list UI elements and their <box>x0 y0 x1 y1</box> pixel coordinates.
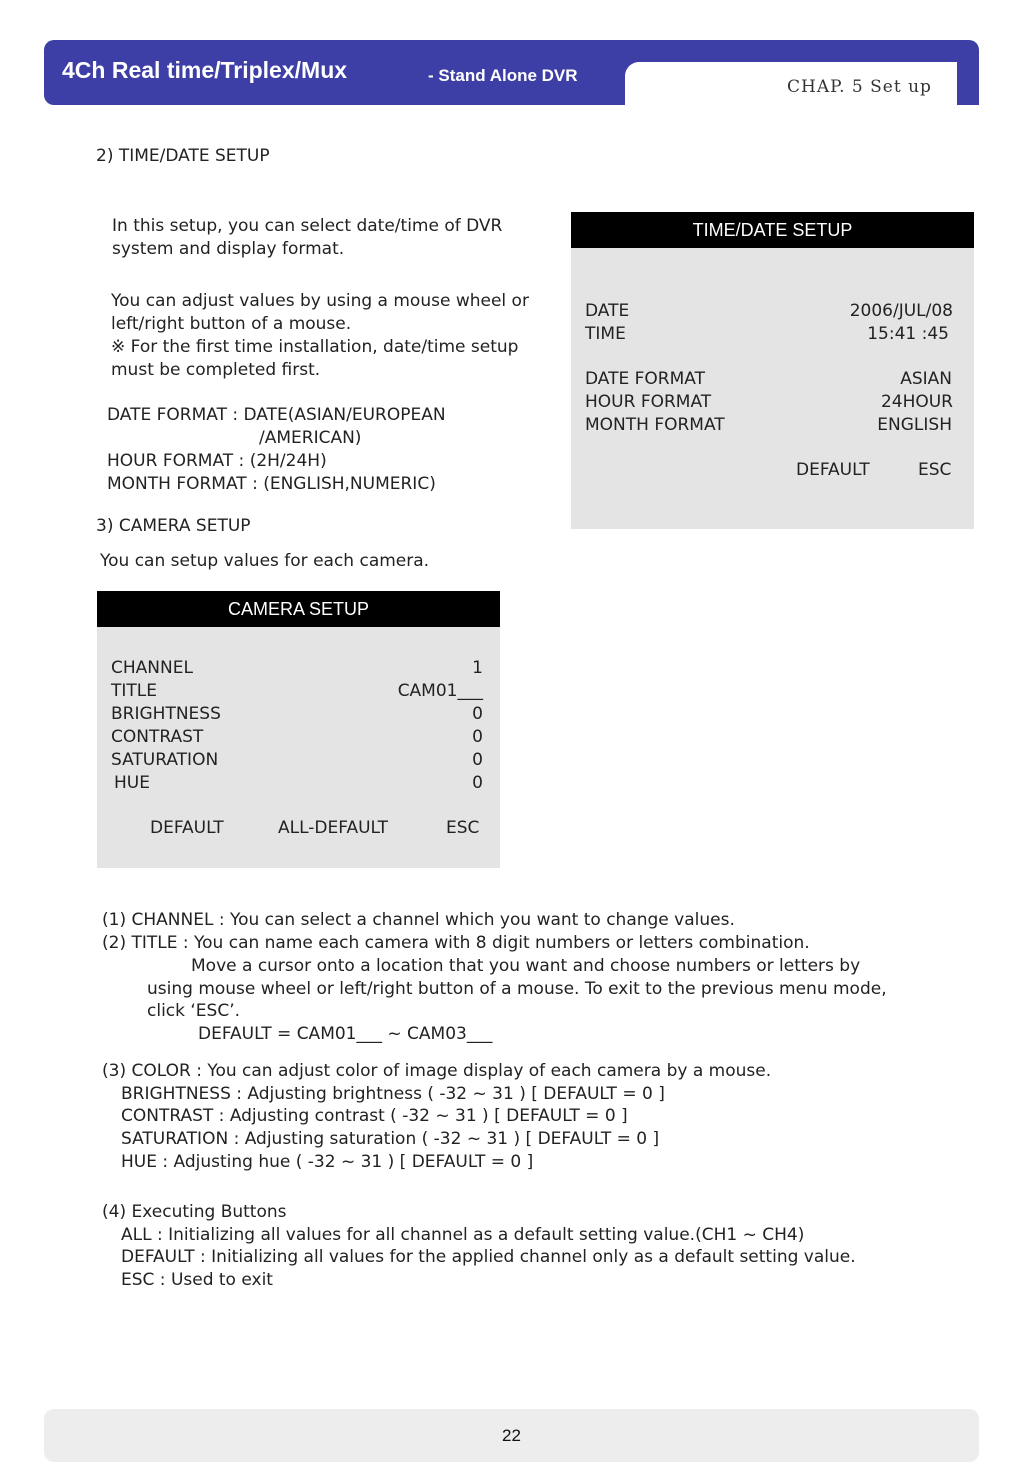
paragraph-line: ※ For the first time installation, date/time setup <box>111 337 519 357</box>
note-channel: (1) CHANNEL : You can select a channel which you want to change values. <box>102 910 735 930</box>
esc-button[interactable]: ESC <box>446 818 480 838</box>
section-intro-line: system and display format. <box>112 239 345 259</box>
page-number: 22 <box>502 1426 521 1445</box>
chapter-label: CHAP. 5 Set up <box>787 77 932 97</box>
brightness-label: BRIGHTNESS <box>111 704 221 724</box>
hue-label: HUE <box>114 773 150 793</box>
brightness-value[interactable]: 0 <box>472 704 483 724</box>
document-subtitle: - Stand Alone DVR <box>428 66 578 85</box>
note-color-item: CONTRAST : Adjusting contrast ( -32 ~ 31 ) [ DEFAULT = 0 ] <box>121 1106 628 1126</box>
note-title-line: using mouse wheel or left/right button of a mouse. To exit to the previous menu mode, <box>147 979 887 999</box>
default-button[interactable]: DEFAULT <box>796 460 870 480</box>
format-line: HOUR FORMAT : (2H/24H) <box>107 451 327 471</box>
format-line: DATE FORMAT : DATE(ASIAN/EUROPEAN <box>107 405 446 425</box>
note-exec-item: DEFAULT : Initializing all values for the applied channel only as a default setting value. <box>121 1247 856 1267</box>
time-value[interactable]: 15:41 :45 <box>867 324 949 344</box>
format-line: MONTH FORMAT : (ENGLISH,NUMERIC) <box>107 474 436 494</box>
note-title-line: click ‘ESC’. <box>147 1001 241 1021</box>
channel-value[interactable]: 1 <box>472 658 483 678</box>
note-exec-item: ALL : Initializing all values for all channel as a default setting value.(CH1 ~ CH4) <box>121 1225 805 1245</box>
note-color: (3) COLOR : You can adjust color of image display of each camera by a mouse. <box>102 1061 772 1081</box>
contrast-value[interactable]: 0 <box>472 727 483 747</box>
note-color-item: SATURATION : Adjusting saturation ( -32 ~ 31 ) [ DEFAULT = 0 ] <box>121 1129 660 1149</box>
note-title-line: Move a cursor onto a location that you want and choose numbers or letters by <box>191 956 861 976</box>
title-value[interactable]: CAM01___ <box>397 681 483 701</box>
document-title: 4Ch Real time/Triplex/Mux <box>62 57 348 83</box>
paragraph-line: You can adjust values by using a mouse wheel or <box>111 291 529 311</box>
panel-title: TIME/DATE SETUP <box>571 212 974 248</box>
contrast-label: CONTRAST <box>111 727 204 747</box>
title-label: TITLE <box>111 681 157 701</box>
note-title: (2) TITLE : You can name each camera with 8 digit numbers or letters combination. <box>102 933 810 953</box>
note-exec: (4) Executing Buttons <box>102 1202 287 1222</box>
paragraph-line: must be completed first. <box>111 360 321 380</box>
hour-format-value[interactable]: 24HOUR <box>880 392 953 412</box>
month-format-value[interactable]: ENGLISH <box>877 415 952 435</box>
date-label: DATE <box>585 301 630 321</box>
time-date-setup-panel <box>571 212 974 529</box>
hour-format-label: HOUR FORMAT <box>585 392 712 412</box>
paragraph-line: left/right button of a mouse. <box>111 314 352 334</box>
date-format-label: DATE FORMAT <box>585 369 705 389</box>
saturation-value[interactable]: 0 <box>472 750 483 770</box>
note-title-default: DEFAULT = CAM01___ ~ CAM03___ <box>198 1024 493 1044</box>
date-value[interactable]: 2006/JUL/08 <box>849 301 953 321</box>
esc-button[interactable]: ESC <box>918 460 952 480</box>
section-intro-line: In this setup, you can select date/time of DVR <box>112 216 503 236</box>
section-heading-time-date: 2) TIME/DATE SETUP <box>96 146 270 166</box>
camera-setup-panel <box>97 591 500 868</box>
format-line: /AMERICAN) <box>259 428 362 448</box>
section-intro-line: You can setup values for each camera. <box>100 551 430 571</box>
note-color-item: BRIGHTNESS : Adjusting brightness ( -32 ~ 31 ) [ DEFAULT = 0 ] <box>121 1084 665 1104</box>
hue-value[interactable]: 0 <box>472 773 483 793</box>
default-button[interactable]: DEFAULT <box>150 818 224 838</box>
note-exec-item: ESC : Used to exit <box>121 1270 273 1290</box>
panel-title: CAMERA SETUP <box>97 591 500 627</box>
date-format-value[interactable]: ASIAN <box>900 369 952 389</box>
saturation-label: SATURATION <box>111 750 219 770</box>
section-heading-camera: 3) CAMERA SETUP <box>96 516 251 536</box>
time-label: TIME <box>585 324 626 344</box>
month-format-label: MONTH FORMAT <box>585 415 725 435</box>
note-color-item: HUE : Adjusting hue ( -32 ~ 31 ) [ DEFAULT = 0 ] <box>121 1152 534 1172</box>
channel-label: CHANNEL <box>111 658 193 678</box>
all-default-button[interactable]: ALL-DEFAULT <box>278 818 389 838</box>
